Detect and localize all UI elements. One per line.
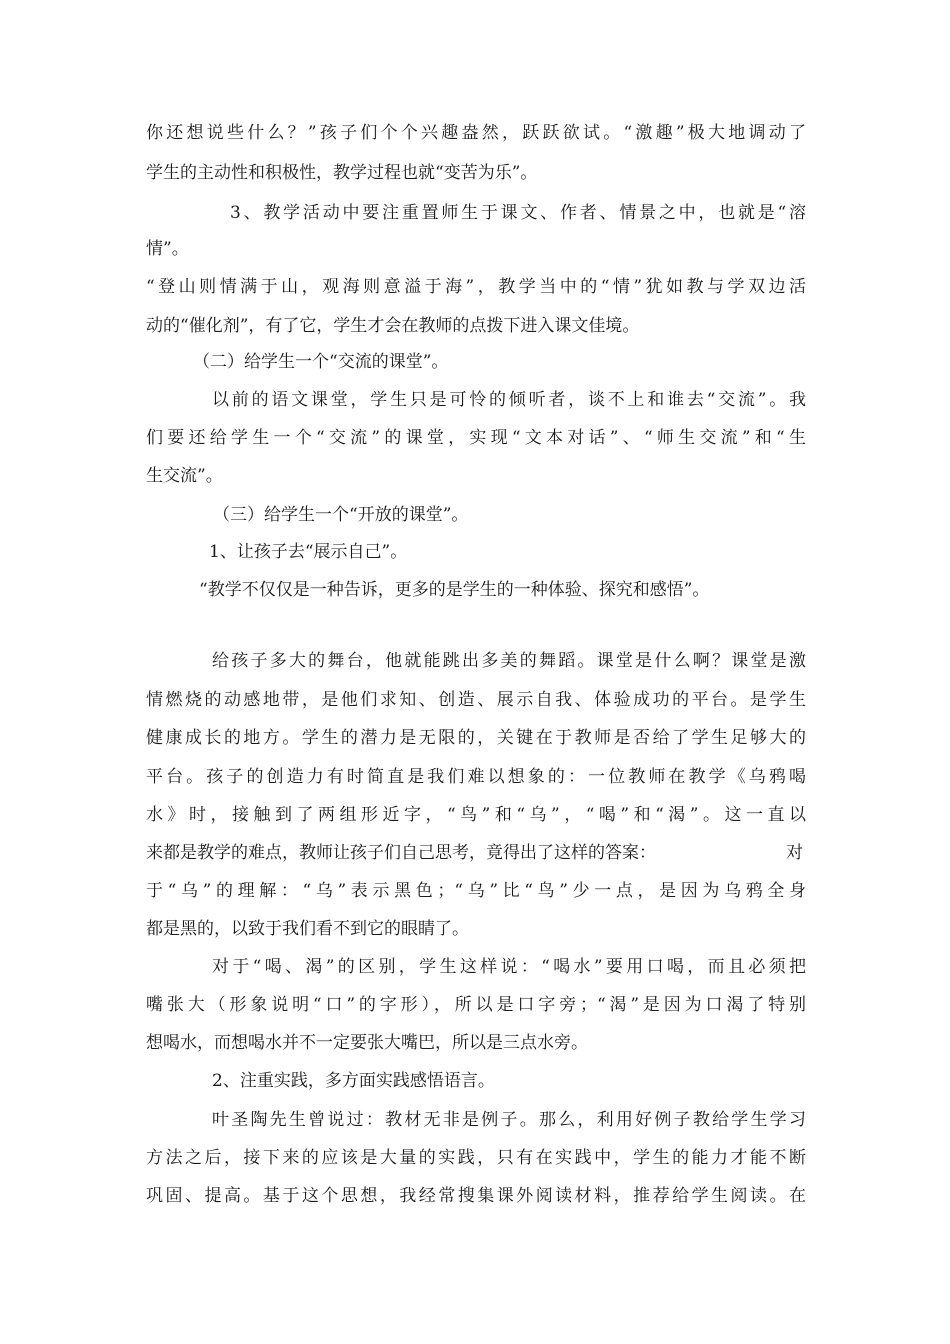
section-heading: （三）给学生一个“开放的课堂”。 [213, 505, 469, 525]
text-line: 健康成长的地方。学生的潜力是无限的，关键在于教师是否给了学生足够大的 [146, 728, 806, 748]
text-line: 于“乌”的理解：“乌”表示黑色；“乌”比“鸟”少一点，是因为乌鸦全身 [146, 881, 806, 901]
text-line: 动的“催化剂”，有了它，学生才会在教师的点拨下进入课文佳境。 [146, 316, 640, 336]
text-line: 都是黑的，以致于我们看不到它的眼睛了。 [146, 919, 469, 939]
text-line: 平台。孩子的创造力有时简直是我们难以想象的：一位教师在教学《乌鸦喝 [146, 767, 806, 787]
text-line: 你还想说些什么？”孩子们个个兴趣盎然，跃跃欲试。“激趣”极大地调动了 [146, 123, 806, 143]
text-line: 方法之后，接下来的应该是大量的实践，只有在实践中，学生的能力才能不断 [146, 1148, 806, 1168]
text-line: 叶圣陶先生曾说过：教材无非是例子。那么，利用好例子教给学生学习 [212, 1110, 806, 1130]
text-line: 来都是教学的难点，教师让孩子们自己思考，竟得出了这样的答案： [146, 843, 656, 863]
text-line: 对 [786, 843, 803, 863]
text-line: 生交流”。 [146, 466, 223, 486]
section-heading: （二）给学生一个“交流的课堂”。 [193, 352, 449, 372]
text-line: 们要还给学生一个“交流”的课堂，实现“文本对话”、“师生交流”和“生 [146, 428, 806, 448]
section-heading: 2、注重实践，多方面实践感悟语言。 [212, 1071, 495, 1091]
text-line: 嘴张大（形象说明“口”的字形），所以是口字旁；“渴”是因为口渴了特别 [146, 995, 806, 1015]
text-line: 给孩子多大的舞台，他就能跳出多美的舞蹈。课堂是什么啊？课堂是激 [212, 651, 806, 671]
text-line: 巩固、提高。基于这个思想，我经常搜集课外阅读材料，推荐给学生阅读。在 [146, 1186, 806, 1206]
text-line: 1、让孩子去“展示自己”。 [209, 542, 408, 562]
text-line: 水》时，接触到了两组形近字，“鸟”和“乌”，“喝”和“渴”。这一直以 [146, 805, 806, 825]
text-line: 学生的主动性和积极性，教学过程也就“变苦为乐”。 [146, 163, 538, 183]
text-line: 以前的语文课堂，学生只是可怜的倾听者，谈不上和谁去“交流”。我 [212, 390, 806, 410]
text-line: 想喝水，而想喝水并不一定要张大嘴巴，所以是三点水旁。 [146, 1033, 588, 1053]
text-line: “登山则情满于山，观海则意溢于海”，教学当中的“情”犹如教与学双边活 [146, 277, 806, 297]
quote-line: “教学不仅仅是一种告诉，更多的是学生的一种体验、探究和感悟”。 [199, 580, 710, 600]
text-line: 3、教学活动中要注重置师生于课文、作者、情景之中，也就是“溶 [230, 203, 806, 223]
text-line: 对于“喝、渴”的区别，学生这样说：“喝水”要用口喝，而且必须把 [212, 957, 806, 977]
text-line: 情”。 [146, 239, 189, 259]
text-line: 情燃烧的动感地带，是他们求知、创造、展示自我、体验成功的平台。是学生 [146, 690, 806, 710]
